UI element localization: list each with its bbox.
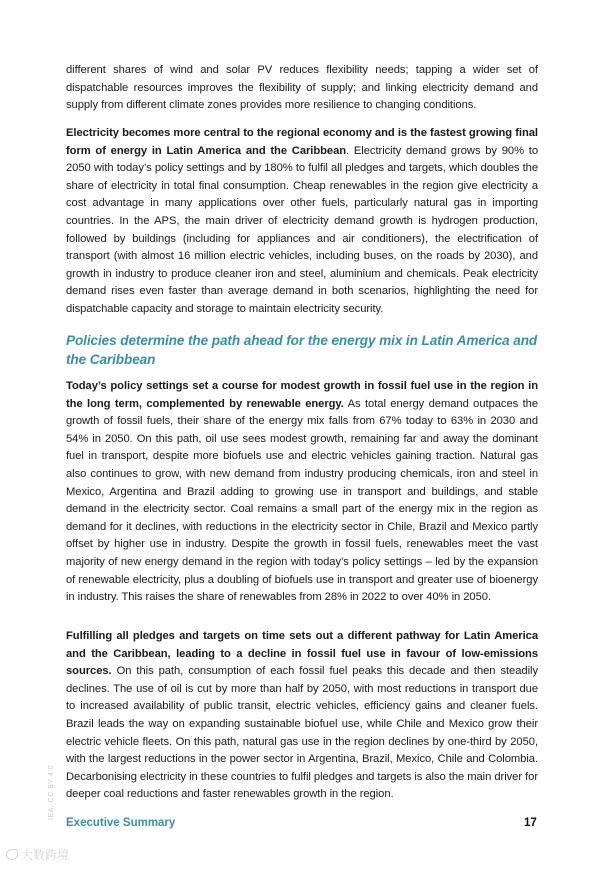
section-heading: Policies determine the path ahead for the energy mix in Latin America and the Caribbean: [66, 333, 538, 367]
watermark-logo-icon: [6, 849, 18, 860]
license-label: IEA. CC BY 4.0: [48, 764, 55, 820]
paragraph-body: different shares of wind and solar PV reduces flexibility needs; tapping a wider set of dispatchable resources improves the flexibility of supply; and linking electricity demand and supply from different climate zones provides more resilience to changing conditions.: [66, 64, 538, 112]
paragraph-flexibility: [66, 62, 538, 115]
paragraph-body: As total energy demand outpaces the growth of fossil fuels, their share of the energy mix falls from 67% today to 63% in 2030 and 54% in 2050. On this path, oil use sees modest growth, remaining far and away the dominant fuel in transport, despite more biofuels use and electric vehicles gaining traction. Natural gas also continues to grow, with new demand from industry producing chemicals, iron and steel in Mexico, Argentina and Brazil adding to growing use in transport and buildings, and stable demand in the electricity sector. Coal remains a small part of the energy mix in the region as demand for it declines, with reductions in the electricity sector in Chile, Brazil and Mexico partly offset by higher use in industry. Despite the growth in fossil fuels, renewables meet the vast majority of new energy demand in the region with today’s policy settings – led by the expansion of renewable electricity, plus a doubling of biofuels use in transport and greater use of bioenergy in industry. This raises the share of renewables from 28% in 2022 to over 40% in 2050.: [66, 397, 538, 604]
paragraph-pledges: [66, 628, 538, 804]
page-number: 17: [524, 817, 537, 829]
paragraph-bold-lead: Electricity becomes more central to the regional economy and is the fastest growing final form of energy in Latin America and the Caribbean: [66, 127, 538, 157]
paragraph-bold-lead: Today’s policy settings set a course for modest growth in fossil fuel use in the region in the long term, complemented by renewable energy.: [66, 380, 538, 410]
paragraph-body: . Electricity demand grows by 90% to 2050 with today’s policy settings and by 180% to fulfil all pledges and targets, which doubles the share of electricity in total final consumption. Cheap renewables in the region give electricity a cost advantage in many applications over other fuels, particularly natural gas in importing countries. In the APS, the main driver of electricity demand growth is hydrogen production, followed by buildings (including for appliances and air conditioners), the electrification of transport (with almost 16 million electric vehicles, including buses, on the roads by 2030), and growth in industry to produce cleaner iron and steel, aluminium and chemicals. Peak electricity demand rises even faster than average demand in both scenarios, highlighting the need for dispatchable capacity and storage to maintain electricity security.: [66, 144, 538, 315]
paragraph-body: On this path, consumption of each fossil fuel peaks this decade and then steadily declines. The use of oil is cut by more than half by 2050, with most reductions in transport due to increased availability of public transit, electric vehicles, efficiency gains and cleaner fuels. Brazil leads the way on expanding sustainable biofuel use, while Chile and Mexico grow their electric vehicle fleets. On this path, natural gas use in the region declines by one-third by 2050, with the largest reductions in the power sector in Argentina, Brazil, Mexico, Chile and Colombia. Decarbonising electricity in these countries to fulfil pledges and targets is also the main driver for deeper coal reductions and faster renewables growth in the region.: [66, 665, 538, 801]
paragraph-stated-policies: [66, 378, 538, 607]
paragraph-bold-lead: Fulfilling all pledges and targets on time sets out a different pathway for Latin America and the Caribbean, leading to a decline in fossil fuel use in favour of low-emissions sources.: [66, 630, 538, 678]
watermark-text: 大数跨境: [21, 848, 70, 862]
footer-section-title: Executive Summary: [66, 817, 176, 829]
paragraph-electricity: [66, 125, 538, 319]
watermark: [6, 846, 69, 863]
